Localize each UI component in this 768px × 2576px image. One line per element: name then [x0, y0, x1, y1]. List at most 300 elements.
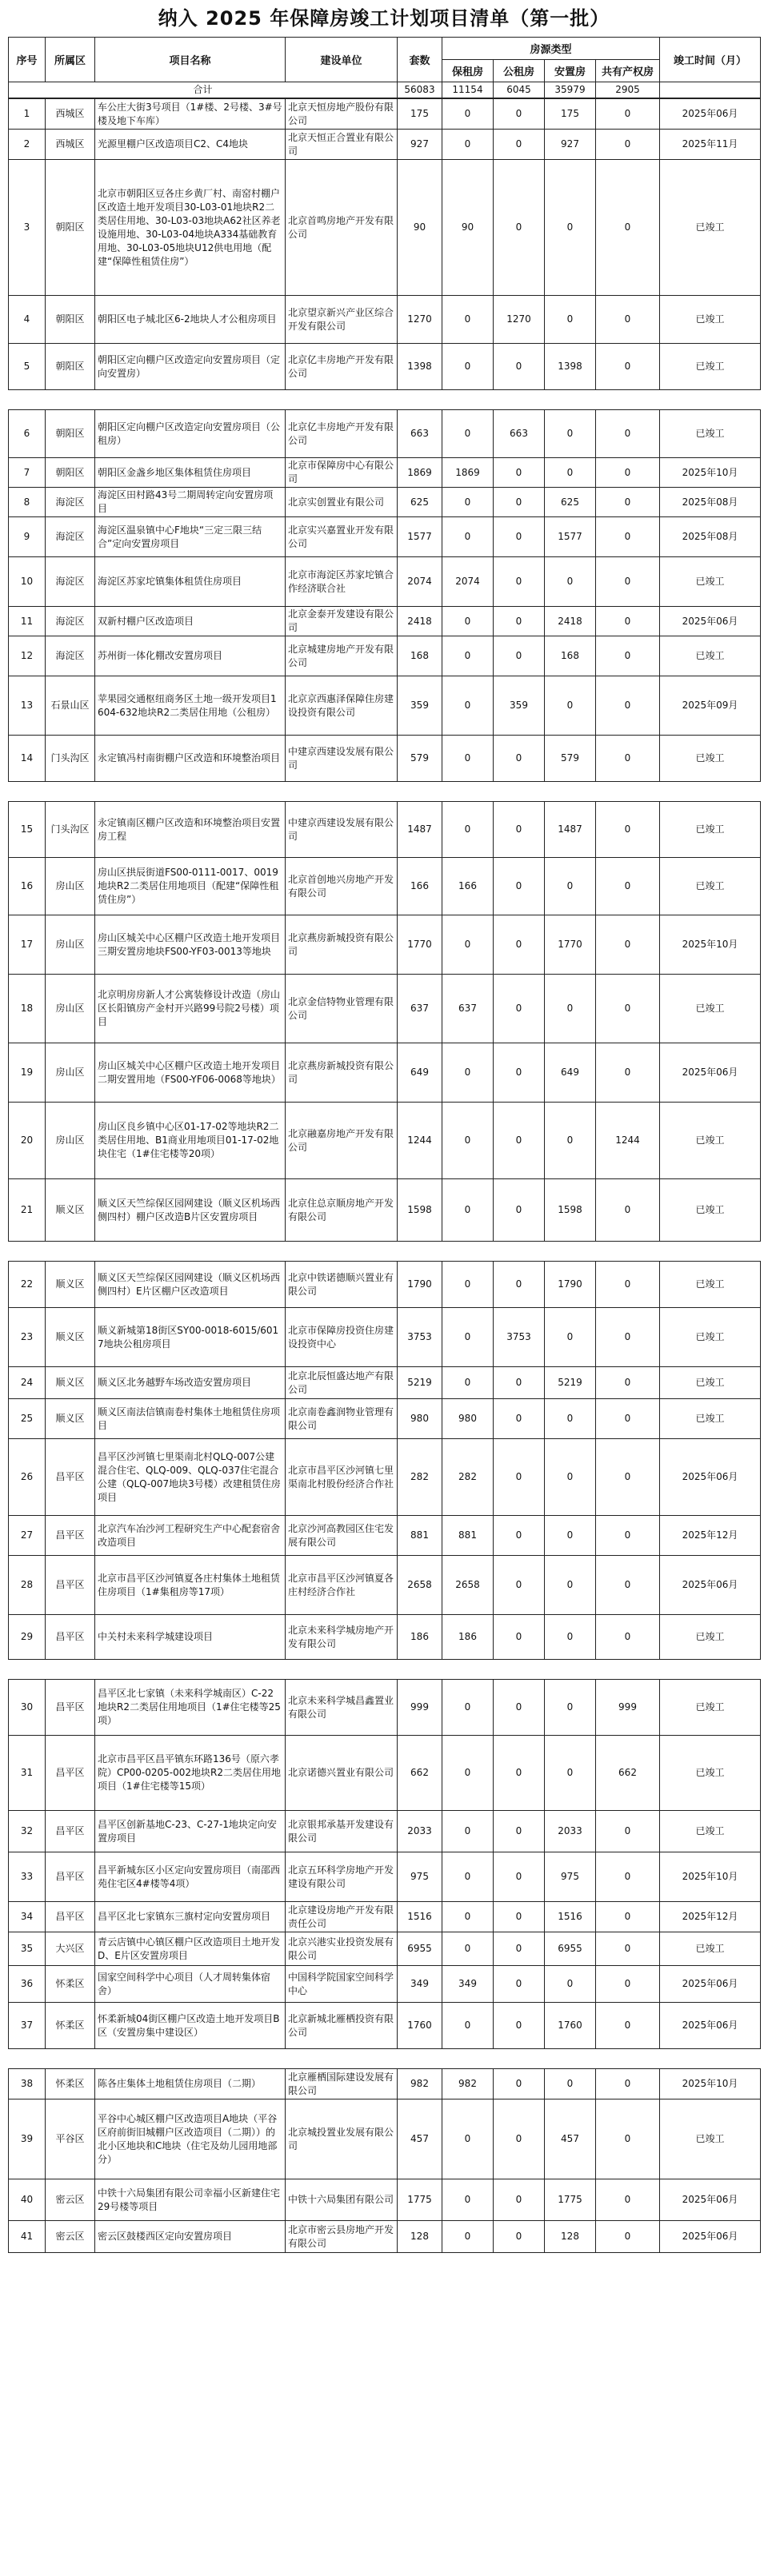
district-cell: 昌平区 — [46, 1811, 95, 1852]
page-break — [8, 2049, 760, 2068]
gongyou-cell: 0 — [596, 1966, 660, 2003]
district-cell: 平谷区 — [46, 2099, 95, 2179]
table-row — [9, 607, 761, 636]
seq-cell: 5 — [9, 344, 46, 390]
builder-cell: 北京亿丰房地产开发有限公司 — [286, 410, 398, 458]
table-row — [9, 557, 761, 607]
project-name-cell: 中铁十六局集团有限公司幸福小区新建住宅29号楼等项目 — [95, 2179, 286, 2221]
project-list-sheet — [8, 37, 760, 2253]
baozu-cell: 0 — [442, 676, 494, 736]
seq-cell: 34 — [9, 1902, 46, 1932]
anzhi-cell: 0 — [545, 557, 596, 607]
seq-cell: 23 — [9, 1308, 46, 1367]
project-name-cell: 青云店镇中心镇区棚户区改造项目土地开发D、E片区安置房项目 — [95, 1932, 286, 1966]
baozu-cell: 349 — [442, 1966, 494, 2003]
anzhi-cell: 649 — [545, 1043, 596, 1103]
table-row — [9, 636, 761, 676]
project-name-cell: 海淀区苏家坨镇集体租赁住房项目 — [95, 557, 286, 607]
table-row — [9, 2099, 761, 2179]
district-cell: 昌平区 — [46, 1852, 95, 1902]
anzhi-cell: 927 — [545, 130, 596, 160]
gongyou-cell: 0 — [596, 1932, 660, 1966]
seq-cell: 20 — [9, 1103, 46, 1179]
completion-time-cell: 2025年09月 — [660, 676, 761, 736]
gongyou-cell: 0 — [596, 1179, 660, 1242]
project-name-cell: 苏州街一体化棚改安置房项目 — [95, 636, 286, 676]
seq-cell: 12 — [9, 636, 46, 676]
anzhi-cell: 1577 — [545, 517, 596, 557]
baozu-cell: 0 — [442, 802, 494, 858]
baozu-cell: 90 — [442, 160, 494, 296]
district-cell: 密云区 — [46, 2179, 95, 2221]
table-row — [9, 130, 761, 160]
total-units-cell: 881 — [398, 1516, 442, 1556]
project-name-cell: 顺义区南法信镇南卷村集体土地租赁住房项目 — [95, 1399, 286, 1439]
district-cell: 昌平区 — [46, 1615, 95, 1660]
summary-gongzu-cell: 6045 — [494, 82, 545, 98]
anzhi-cell: 0 — [545, 160, 596, 296]
builder-cell: 北京天恒正合置业有限公司 — [286, 130, 398, 160]
table-row — [9, 344, 761, 390]
project-name-cell: 昌平区北七家镇东三旗村定向安置房项目 — [95, 1902, 286, 1932]
gongzu-cell: 0 — [494, 458, 545, 488]
gongzu-cell: 0 — [494, 802, 545, 858]
total-units-cell: 128 — [398, 2221, 442, 2253]
total-units-cell: 1270 — [398, 296, 442, 344]
gongyou-cell: 0 — [596, 296, 660, 344]
total-units-cell: 1244 — [398, 1103, 442, 1179]
gongzu-cell: 0 — [494, 2221, 545, 2253]
gongyou-cell: 0 — [596, 1043, 660, 1103]
builder-cell: 北京新城北雁栖投资有限公司 — [286, 2003, 398, 2049]
completion-time-cell: 2025年10月 — [660, 458, 761, 488]
district-cell: 朝阳区 — [46, 160, 95, 296]
completion-time-cell: 2025年08月 — [660, 488, 761, 517]
district-cell: 怀柔区 — [46, 2003, 95, 2049]
builder-cell: 北京城投置业发展有限公司 — [286, 2099, 398, 2179]
seq-cell: 24 — [9, 1367, 46, 1399]
table-row — [9, 858, 761, 915]
project-table-page — [8, 1679, 761, 2049]
gongyou-cell: 1244 — [596, 1103, 660, 1179]
builder-cell: 北京首创地兴房地产开发有限公司 — [286, 858, 398, 915]
total-units-cell: 1598 — [398, 1179, 442, 1242]
anzhi-cell: 1598 — [545, 1179, 596, 1242]
completion-time-cell: 2025年08月 — [660, 517, 761, 557]
seq-cell: 41 — [9, 2221, 46, 2253]
project-name-cell: 海淀区田村路43号二期周转定向安置房项目 — [95, 488, 286, 517]
anzhi-cell: 0 — [545, 676, 596, 736]
gongzu-cell: 0 — [494, 344, 545, 390]
anzhi-cell: 0 — [545, 1556, 596, 1615]
completion-time-cell: 2025年12月 — [660, 1516, 761, 1556]
anzhi-cell: 175 — [545, 99, 596, 130]
builder-cell: 北京住总京顺房地产开发有限公司 — [286, 1179, 398, 1242]
project-name-cell: 昌平区沙河镇七里渠南北村QLQ-007公建混合住宅、QLQ-009、QLQ-037住宅混合公建（QLQ-007地块3号楼）改建租赁住房项目 — [95, 1439, 286, 1516]
total-units-cell: 980 — [398, 1399, 442, 1439]
table-row — [9, 458, 761, 488]
seq-cell: 2 — [9, 130, 46, 160]
anzhi-cell: 0 — [545, 1516, 596, 1556]
table-row — [9, 915, 761, 975]
builder-cell: 北京市保障房中心有限公司 — [286, 458, 398, 488]
gongzu-cell: 0 — [494, 2003, 545, 2049]
builder-cell: 北京亿丰房地产开发有限公司 — [286, 344, 398, 390]
project-name-cell: 双新村棚户区改造项目 — [95, 607, 286, 636]
table-row — [9, 1308, 761, 1367]
total-units-cell: 359 — [398, 676, 442, 736]
seq-cell: 39 — [9, 2099, 46, 2179]
baozu-cell: 0 — [442, 1043, 494, 1103]
baozu-cell: 0 — [442, 1103, 494, 1179]
table-row — [9, 1367, 761, 1399]
gongyou-cell: 0 — [596, 802, 660, 858]
baozu-cell: 0 — [442, 1367, 494, 1399]
table-row — [9, 1516, 761, 1556]
district-cell: 门头沟区 — [46, 736, 95, 782]
total-units-cell: 2418 — [398, 607, 442, 636]
anzhi-cell: 0 — [545, 858, 596, 915]
anzhi-cell: 0 — [545, 1615, 596, 1660]
page-break — [8, 390, 760, 409]
total-units-cell: 5219 — [398, 1367, 442, 1399]
builder-cell: 北京融嘉房地产开发有限公司 — [286, 1103, 398, 1179]
anzhi-cell: 0 — [545, 975, 596, 1043]
gongzu-cell: 0 — [494, 1516, 545, 1556]
total-units-cell: 282 — [398, 1439, 442, 1516]
district-cell: 海淀区 — [46, 488, 95, 517]
gongzu-cell: 0 — [494, 975, 545, 1043]
gongzu-cell: 0 — [494, 1615, 545, 1660]
baozu-cell: 0 — [442, 1811, 494, 1852]
builder-cell: 北京雁栖国际建设发展有限公司 — [286, 2069, 398, 2099]
district-header: 所属区 — [46, 38, 95, 82]
completion-time-cell: 2025年06月 — [660, 2179, 761, 2221]
builder-cell: 北京市昌平区沙河镇七里渠南北村股份经济合作社 — [286, 1439, 398, 1516]
anzhi-cell: 168 — [545, 636, 596, 676]
district-cell: 顺义区 — [46, 1179, 95, 1242]
baozu-cell: 186 — [442, 1615, 494, 1660]
gongyou-cell: 0 — [596, 1308, 660, 1367]
baozu-cell: 166 — [442, 858, 494, 915]
district-cell: 海淀区 — [46, 557, 95, 607]
gongyou-cell: 0 — [596, 517, 660, 557]
baozu-cell: 0 — [442, 1932, 494, 1966]
district-cell: 朝阳区 — [46, 458, 95, 488]
gongyou-cell: 0 — [596, 99, 660, 130]
gongzu-cell: 0 — [494, 915, 545, 975]
table-row — [9, 1179, 761, 1242]
gongyou-cell: 0 — [596, 736, 660, 782]
district-cell: 海淀区 — [46, 607, 95, 636]
gongzu-cell: 0 — [494, 1399, 545, 1439]
summary-baozu-cell: 11154 — [442, 82, 494, 98]
builder-cell: 北京城建房地产开发有限公司 — [286, 636, 398, 676]
district-cell: 昌平区 — [46, 1516, 95, 1556]
builder-cell: 北京市海淀区苏家坨镇合作经济联合社 — [286, 557, 398, 607]
seq-header: 序号 — [9, 38, 46, 82]
seq-cell: 21 — [9, 1179, 46, 1242]
total-units-cell: 1516 — [398, 1902, 442, 1932]
gongzu-cell: 0 — [494, 1736, 545, 1811]
completion-time-cell: 2025年10月 — [660, 915, 761, 975]
project-name-header: 项目名称 — [95, 38, 286, 82]
total-units-cell: 186 — [398, 1615, 442, 1660]
anzhi-cell: 0 — [545, 410, 596, 458]
completion-time-cell: 已竣工 — [660, 1736, 761, 1811]
builder-cell: 北京金信特物业管理有限公司 — [286, 975, 398, 1043]
total-units-cell: 1775 — [398, 2179, 442, 2221]
table-row — [9, 802, 761, 858]
seq-cell: 15 — [9, 802, 46, 858]
district-cell: 顺义区 — [46, 1367, 95, 1399]
gongyou-cell: 0 — [596, 1556, 660, 1615]
baozu-cell: 0 — [442, 915, 494, 975]
anzhi-cell: 0 — [545, 1103, 596, 1179]
seq-cell: 8 — [9, 488, 46, 517]
table-row — [9, 736, 761, 782]
seq-cell: 36 — [9, 1966, 46, 2003]
builder-cell: 北京京西惠泽保障住房建设投资有限公司 — [286, 676, 398, 736]
project-name-cell: 北京市朝阳区豆各庄乡黄厂村、南窑村棚户区改造土地开发项目30-L03-01地块R2二类居住用地、30-L03-03地块A62社区养老设施用地、30-L03-04地块A334基础教育用地、30-L03-05地块U12供电用地（配建“保障性租赁住房”） — [95, 160, 286, 296]
district-cell: 怀柔区 — [46, 2069, 95, 2099]
gongzu-header: 公租房 — [494, 60, 545, 82]
completion-time-cell: 已竣工 — [660, 802, 761, 858]
baozu-cell: 0 — [442, 130, 494, 160]
seq-cell: 22 — [9, 1262, 46, 1308]
total-units-cell: 1487 — [398, 802, 442, 858]
completion-time-cell: 已竣工 — [660, 1103, 761, 1179]
project-table-page — [8, 409, 761, 782]
total-units-cell: 1577 — [398, 517, 442, 557]
anzhi-cell: 0 — [545, 1966, 596, 2003]
district-cell: 房山区 — [46, 915, 95, 975]
builder-cell: 中铁十六局集团有限公司 — [286, 2179, 398, 2221]
completion-time-cell: 2025年11月 — [660, 130, 761, 160]
completion-time-cell: 2025年10月 — [660, 1852, 761, 1902]
project-table-page — [8, 2068, 761, 2253]
completion-time-cell: 2025年10月 — [660, 2069, 761, 2099]
district-cell: 昌平区 — [46, 1902, 95, 1932]
seq-cell: 27 — [9, 1516, 46, 1556]
total-units-cell: 2033 — [398, 1811, 442, 1852]
project-name-cell: 车公庄大街3号项目（1#楼、2号楼、3#号楼及地下车库） — [95, 99, 286, 130]
gongzu-cell: 0 — [494, 2179, 545, 2221]
anzhi-cell: 6955 — [545, 1932, 596, 1966]
anzhi-cell: 0 — [545, 2069, 596, 2099]
total-units-cell: 999 — [398, 1680, 442, 1736]
completion-time-cell: 已竣工 — [660, 1367, 761, 1399]
seq-cell: 17 — [9, 915, 46, 975]
gongzu-cell: 0 — [494, 1439, 545, 1516]
completion-time-cell: 2025年06月 — [660, 2003, 761, 2049]
completion-time-cell: 已竣工 — [660, 1179, 761, 1242]
baozu-cell: 0 — [442, 344, 494, 390]
baozu-cell: 881 — [442, 1516, 494, 1556]
total-units-cell: 457 — [398, 2099, 442, 2179]
anzhi-header: 安置房 — [545, 60, 596, 82]
builder-cell: 北京首鸣房地产开发有限公司 — [286, 160, 398, 296]
gongzu-cell: 0 — [494, 1902, 545, 1932]
builder-cell: 中建京西建设发展有限公司 — [286, 736, 398, 782]
builder-cell: 北京五环科学房地产开发建设有限公司 — [286, 1852, 398, 1902]
anzhi-cell: 1398 — [545, 344, 596, 390]
gongzu-cell: 0 — [494, 130, 545, 160]
total-units-cell: 90 — [398, 160, 442, 296]
anzhi-cell: 0 — [545, 1736, 596, 1811]
builder-cell: 北京沙河高教园区住宅发展有限公司 — [286, 1516, 398, 1556]
gongzu-cell: 0 — [494, 1932, 545, 1966]
seq-cell: 29 — [9, 1615, 46, 1660]
total-units-cell: 1398 — [398, 344, 442, 390]
table-row — [9, 1103, 761, 1179]
baozu-cell: 0 — [442, 2099, 494, 2179]
gongzu-cell: 0 — [494, 488, 545, 517]
completion-time-cell: 2025年06月 — [660, 1556, 761, 1615]
gongyou-cell: 0 — [596, 1516, 660, 1556]
total-units-cell: 1760 — [398, 2003, 442, 2049]
anzhi-cell: 128 — [545, 2221, 596, 2253]
gongzu-cell: 0 — [494, 607, 545, 636]
completion-time-cell: 2025年06月 — [660, 1439, 761, 1516]
anzhi-cell: 2033 — [545, 1811, 596, 1852]
anzhi-cell: 2418 — [545, 607, 596, 636]
summary-time-cell — [660, 82, 761, 98]
baozu-cell: 980 — [442, 1399, 494, 1439]
gongyou-cell: 0 — [596, 2003, 660, 2049]
seq-cell: 38 — [9, 2069, 46, 2099]
gongzu-cell: 0 — [494, 557, 545, 607]
project-name-cell: 密云区鼓楼西区定向安置房项目 — [95, 2221, 286, 2253]
baozu-cell: 0 — [442, 607, 494, 636]
gongzu-cell: 0 — [494, 1556, 545, 1615]
seq-cell: 25 — [9, 1399, 46, 1439]
completion-time-cell: 2025年06月 — [660, 1966, 761, 2003]
district-cell: 顺义区 — [46, 1399, 95, 1439]
project-table-page — [8, 801, 761, 1242]
seq-cell: 9 — [9, 517, 46, 557]
gongyou-cell: 0 — [596, 1615, 660, 1660]
gongyou-cell: 0 — [596, 975, 660, 1043]
district-cell: 昌平区 — [46, 1556, 95, 1615]
builder-cell: 北京实兴嘉置业开发有限公司 — [286, 517, 398, 557]
seq-cell: 1 — [9, 99, 46, 130]
gongzu-cell: 0 — [494, 2069, 545, 2099]
builder-cell: 中国科学院国家空间科学中心 — [286, 1966, 398, 2003]
summary-label: 合计 — [9, 82, 398, 98]
baozu-cell: 0 — [442, 2221, 494, 2253]
project-table-page — [8, 98, 761, 390]
builder-cell: 北京燕房新城投资有限公司 — [286, 915, 398, 975]
baozu-cell: 0 — [442, 636, 494, 676]
district-cell: 密云区 — [46, 2221, 95, 2253]
table-row — [9, 2003, 761, 2049]
table-row — [9, 1399, 761, 1439]
baozu-cell: 2074 — [442, 557, 494, 607]
gongyou-cell: 0 — [596, 2069, 660, 2099]
total-units-cell: 625 — [398, 488, 442, 517]
anzhi-cell: 457 — [545, 2099, 596, 2179]
table-row — [9, 1932, 761, 1966]
gongyou-cell: 0 — [596, 1902, 660, 1932]
completion-time-cell: 已竣工 — [660, 1615, 761, 1660]
project-name-cell: 昌平区创新基地C-23、C-27-1地块定向安置房项目 — [95, 1811, 286, 1852]
gongyou-cell: 0 — [596, 1399, 660, 1439]
gongyou-cell: 0 — [596, 1811, 660, 1852]
gongzu-cell: 663 — [494, 410, 545, 458]
gongyou-cell: 0 — [596, 2179, 660, 2221]
table-row — [9, 160, 761, 296]
seq-cell: 37 — [9, 2003, 46, 2049]
anzhi-cell: 5219 — [545, 1367, 596, 1399]
baozu-cell: 0 — [442, 1262, 494, 1308]
summary-total-cell: 56083 — [398, 82, 442, 98]
project-name-cell: 顺义区北务越野车场改造安置房项目 — [95, 1367, 286, 1399]
completion-time-cell: 已竣工 — [660, 2099, 761, 2179]
project-name-cell: 房山区拱辰街道FS00-0111-0017、0019地块R2二类居住用地项目（配建“保障性租赁住房”） — [95, 858, 286, 915]
seq-cell: 28 — [9, 1556, 46, 1615]
total-units-cell: 1790 — [398, 1262, 442, 1308]
gongzu-cell: 0 — [494, 99, 545, 130]
type-group-header: 房源类型 — [442, 38, 660, 60]
anzhi-cell: 1775 — [545, 2179, 596, 2221]
baozu-cell: 0 — [442, 1680, 494, 1736]
total-units-cell: 3753 — [398, 1308, 442, 1367]
gongyou-cell: 0 — [596, 344, 660, 390]
seq-cell: 26 — [9, 1439, 46, 1516]
builder-cell: 北京市昌平区沙河镇夏各庄村经济合作社 — [286, 1556, 398, 1615]
table-row — [9, 99, 761, 130]
baozu-cell: 0 — [442, 1179, 494, 1242]
completion-time-cell: 2025年06月 — [660, 99, 761, 130]
gongzu-cell: 0 — [494, 736, 545, 782]
total-units-cell: 1770 — [398, 915, 442, 975]
baozu-cell: 0 — [442, 296, 494, 344]
district-cell: 朝阳区 — [46, 344, 95, 390]
anzhi-cell: 1770 — [545, 915, 596, 975]
anzhi-cell: 1487 — [545, 802, 596, 858]
completion-time-cell: 已竣工 — [660, 1811, 761, 1852]
completion-time-cell: 已竣工 — [660, 975, 761, 1043]
baozu-cell: 982 — [442, 2069, 494, 2099]
gongyou-cell: 0 — [596, 607, 660, 636]
builder-cell: 北京燕房新城投资有限公司 — [286, 1043, 398, 1103]
seq-cell: 7 — [9, 458, 46, 488]
builder-cell: 北京北辰恒盛达地产有限公司 — [286, 1367, 398, 1399]
anzhi-cell: 0 — [545, 1439, 596, 1516]
anzhi-cell: 975 — [545, 1852, 596, 1902]
seq-cell: 10 — [9, 557, 46, 607]
project-name-cell: 怀柔新城04街区棚户区改造土地开发项目B区（安置房集中建设区） — [95, 2003, 286, 2049]
district-cell: 门头沟区 — [46, 802, 95, 858]
project-name-cell: 海淀区温泉镇中心F地块“三定三限三结合”定向安置房项目 — [95, 517, 286, 557]
baozu-cell: 2658 — [442, 1556, 494, 1615]
district-cell: 西城区 — [46, 99, 95, 130]
completion-time-cell: 2025年06月 — [660, 2221, 761, 2253]
builder-cell: 北京南卷鑫润物业管理有限公司 — [286, 1399, 398, 1439]
table-row — [9, 1811, 761, 1852]
total-units-cell: 579 — [398, 736, 442, 782]
project-name-cell: 平谷中心城区棚户区改造项目A地块（平谷区府前街旧城棚户区改造项目（二期））的北小区地块和C地块（住宅及幼儿园用地部分） — [95, 2099, 286, 2179]
baozu-cell: 0 — [442, 1902, 494, 1932]
total-units-cell: 663 — [398, 410, 442, 458]
district-cell: 西城区 — [46, 130, 95, 160]
builder-cell: 北京未来科学城昌鑫置业有限公司 — [286, 1680, 398, 1736]
seq-cell: 6 — [9, 410, 46, 458]
total-units-cell: 2658 — [398, 1556, 442, 1615]
completion-time-cell: 2025年06月 — [660, 607, 761, 636]
anzhi-cell: 0 — [545, 296, 596, 344]
